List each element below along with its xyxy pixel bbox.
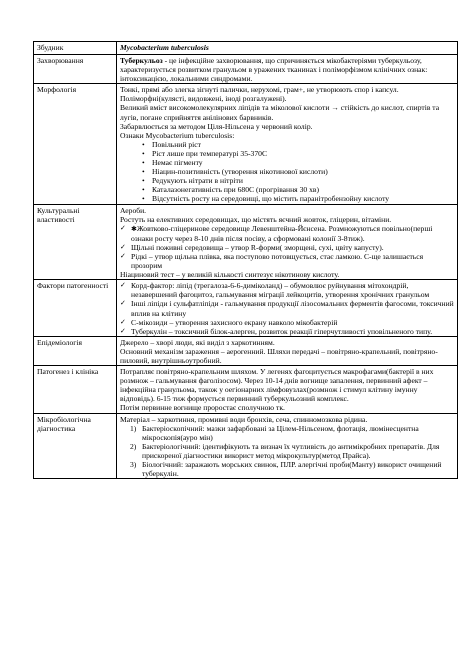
table-row [34,84,458,204]
header-left-cell: Збудник [34,42,117,55]
list-item: ✓ Щільні поживні середовища – утвор R-форми( зморщені, сухі, цвіту капусту). [120,243,454,252]
list-item: 3) Біологічний: заражають морських свинок, ПЛР. алергічні проби(Манту) використ очищений туберкулін. [130,460,442,479]
culture-footer: Ніациновий тест – у великій кількості синтезує нікотинову кислоту. [120,270,340,280]
table-row [34,366,458,413]
row-label-morphology: Морфологія [34,84,117,204]
list-item: • Відсутність росту на середовищі, що містить паранітробензойну кислоту [142,194,454,203]
list-item: ✓ Туберкулін – токсичний білок-алерген, розвиток реакції гіперчутливості уповільненого типу. [120,327,454,336]
row-label-diagnostics: Мікробіологічна діагностика [34,413,117,479]
epidemiology-cell [117,336,458,365]
epidemiology-line: Джерело – хворі люди, які виділ з харкотинням. [120,337,275,347]
list-item: • Немає пігменту [142,158,454,167]
list-item: • Ріст лише при температурі 35-370С [142,149,454,158]
list-item: ✓ Корд-фактор: ліпід (трегалоза-6-6-диміколанд) – обумовлює руйнування мітохондрій, незавершений фагоцитоз, гальмування міграції лейкоцитів, утворення хронічних гранульом [120,281,454,299]
morphology-line: Тонкі, прямі або злегка зігнуті палички, нерухомі, грам+, не утворюють спор і капсул. Поліморфні(кулясті, видовжені, іноді розгалужені). [120,85,399,104]
pathogenicity-list [120,281,454,336]
morphology-line: Забарвлюється за методом Ціля-Нільсена у червоний колір. [120,121,313,131]
culture-list [120,224,454,270]
table-row [34,42,458,55]
pathogenesis-line: Потім первинне вогнище проростає сполучною тк. [120,403,285,413]
list-item: • Каталазонегативність при 680С (прогрівання 30 хв) [142,185,454,194]
row-label-disease: Захворювання [34,55,117,84]
pathogenesis-line: Потрапляє повітряно-крапельним шляхом. У легенях фагоцитується макрофагами(бактерії в них розмнож – гальмування фаголізосом). Через 10-14 днів вогнище запалення, первинний афект – інфекційна гранульома, також у оегіонарних лімфовузлах(розмнож і стимул клітину імунну відповідь). 6-15 тиж формується первинний туберкульозний комплекс. [120,367,434,404]
row-label-epidemiology: Епідеміологія [34,336,117,365]
morphology-cell [117,84,458,204]
diagnostics-cell [117,413,458,479]
list-item: • Повільний ріст [142,140,454,149]
morphology-line: Великий вміст високомолекулярних ліпідів та міколової кислоти → стійкість до кислот, спиртів та лугів, погане сприйняття анілінових барвників. [120,103,440,122]
morphology-line: Ознаки Mycobacterium tuberculosis: [120,130,235,140]
diagnostics-list [120,424,454,479]
list-item: ✓ ✱Жовтково-гліцеринове середовище Левенштейна-Йєнсена. Розмножуються повільно(перші ознаки росту через 8-10 днів після посіву, а сформовані колонії 3-8тиж). [120,224,454,243]
list-item: • Ніацин-позитивність (утворення нікотинової кислоти) [142,167,454,176]
list-item: ✓ Інші ліпіди і сульфатліпіди - гальмування продукції лізосомальних ферментів фагосоми, токсичний вплив на клітину [120,299,454,317]
epidemiology-line: Основний механізм зараження – аерогенний. Шляхи передачі – повітряно-крапельний, повітряно-пиловий, внутрішньоутробний. [120,346,438,365]
star-icon: ✱ [131,224,137,233]
disease-term: Туберкульоз [120,56,163,65]
diagnostics-intro: Матеріал – харкотиння, промивні води бронхів, сеча, спинномозкова рідина. [120,414,368,424]
culture-line: Аероби. [120,205,147,215]
row-label-culture: Культуральні властивості [34,204,117,280]
culture-cell [117,204,458,280]
pathogen-table [33,41,458,479]
pathogenicity-cell [117,280,458,337]
table-row [34,413,458,479]
table-row [34,204,458,280]
disease-text: - це інфекційне захворювання, що спричиняється мікобактеріями туберкульозу, характеризується розвитком гранульом в уражених тканинах і поліморфізмом клінічних ознак: інтоксикацією, локальними синдромами. [120,56,428,84]
table-row [34,55,458,84]
list-item: 2) Бактеріологічний: ідентифікують та визнач їх чутливість до антимікробних препаратів. Для прискореної діагностики використ метод мікрокультур(метод Прайса). [130,441,440,460]
row-label-pathogenicity: Фактори патогенності [34,280,117,337]
pathogenesis-cell [117,366,458,413]
table-row [34,336,458,365]
culture-line: Ростуть на елективних середовищах, що містять яєчний жовток, гліцерин, вітаміни. [120,214,392,224]
signs-list [120,140,454,204]
list-item: ✓ Рідкі – утвор щільна плівка, яка поступово потовщується, стає ламкою. С-ще залишається прозорим [120,252,454,270]
list-item: ✓ С-мікозиди – утворення захисного екрану навколо мікобактерій [120,318,454,327]
list-item: • Редукують нітрати в нітріти [142,176,454,185]
pathogen-name: Mycobacterium tuberculosis [117,42,458,55]
table-row [34,280,458,337]
list-item: 1) Бактеріоскопічний: мазки зафарбовані за Цілем-Нільсеном, флотація, люмінесцентна мікроскопія(ауро мін) [130,423,419,442]
disease-cell [117,55,458,84]
row-label-pathogenesis: Патогенез і клініка [34,366,117,413]
